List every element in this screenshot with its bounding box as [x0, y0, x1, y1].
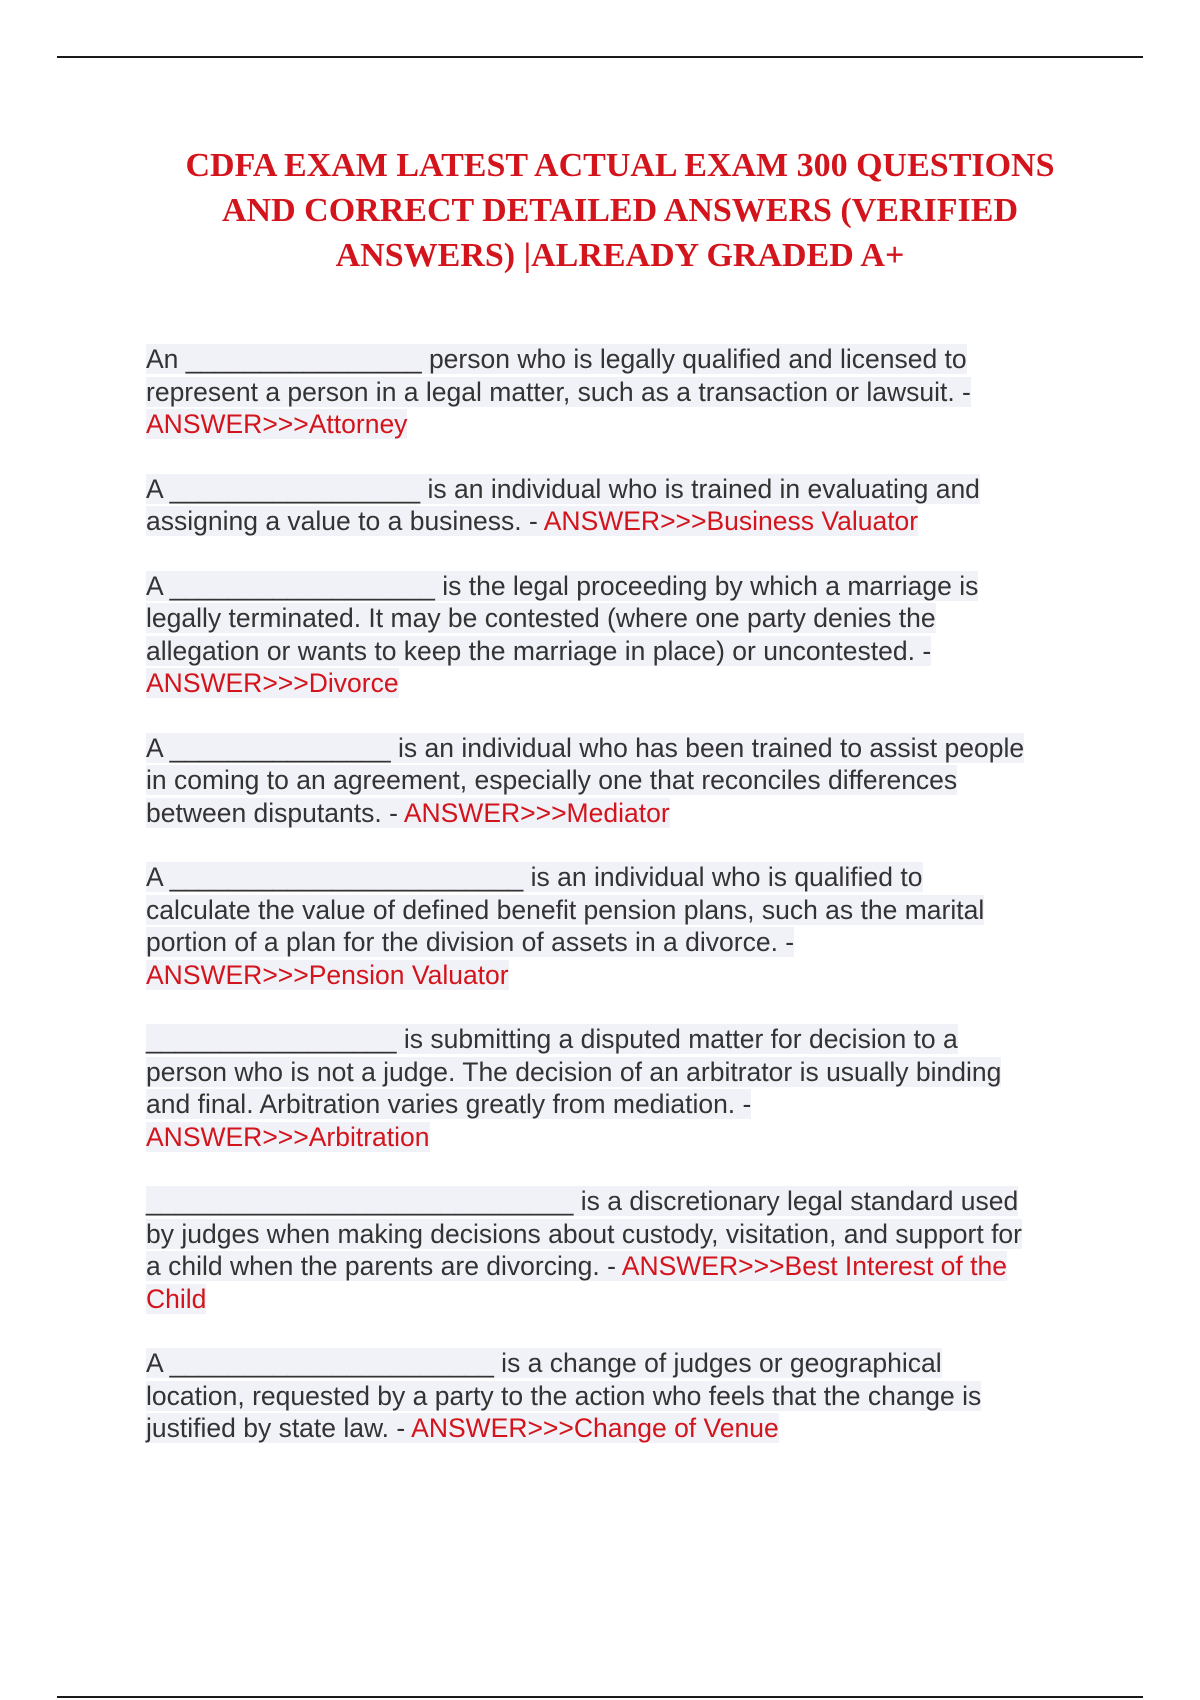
answer-text: ANSWER>>>Divorce: [146, 668, 399, 698]
question-item: [146, 732, 1096, 830]
title-line-2: AND CORRECT DETAILED ANSWERS (VERIFIED: [222, 192, 1018, 229]
question-text: legally terminated. It may be contested (where one party denies the: [146, 603, 936, 633]
question-text: A _________________ is an individual who is trained in evaluating and: [146, 473, 980, 504]
question-item: [146, 861, 1096, 991]
bottom-rule: [57, 1696, 1143, 1698]
title-line-3: ANSWERS) |ALREADY GRADED A+: [335, 237, 905, 274]
answer-text: ANSWER>>>Best Interest of the: [621, 1251, 1007, 1281]
question-item: [146, 570, 1096, 700]
question-text: A ______________________ is a change of judges or geographical: [146, 1348, 942, 1378]
question-text: A ________________________ is an individual who is qualified to: [146, 862, 923, 892]
answer-text: ANSWER>>>Business Valuator: [543, 506, 919, 536]
question-item: [146, 1023, 1096, 1153]
question-item: [146, 343, 1096, 441]
answer-text: ANSWER>>>Arbitration: [146, 1121, 430, 1152]
question-text: justified by state law. -: [146, 1413, 412, 1443]
question-text: _____________________________ is a discretionary legal standard used: [146, 1186, 1019, 1216]
answer-text: ANSWER>>>Pension Valuator: [146, 959, 509, 990]
top-rule: [57, 56, 1143, 58]
question-list: [146, 343, 1096, 1477]
question-text: between disputants. -: [146, 797, 404, 828]
question-text: allegation or wants to keep the marriage in place) or uncontested. -: [146, 635, 932, 666]
answer-text: ANSWER>>>Change of Venue: [411, 1413, 779, 1443]
question-item: [146, 473, 1096, 538]
document-title: [130, 143, 1110, 278]
question-text: assigning a value to a business. -: [146, 506, 544, 536]
question-text: portion of a plan for the division of assets in a divorce. -: [146, 927, 795, 957]
question-text: person who is not a judge. The decision of an arbitrator is usually binding: [146, 1056, 1002, 1087]
answer-text: ANSWER>>>Attorney: [146, 409, 408, 439]
answer-text: ANSWER>>>Mediator: [403, 797, 670, 828]
question-text: A __________________ is the legal proceeding by which a marriage is: [146, 570, 979, 601]
question-text: represent a person in a legal matter, such as a transaction or lawsuit. -: [146, 376, 971, 407]
question-item: [146, 1347, 1096, 1445]
question-text: location, requested by a party to the action who feels that the change is: [146, 1380, 982, 1411]
question-text: calculate the value of defined benefit pension plans, such as the marital: [146, 894, 985, 925]
question-text: in coming to an agreement, especially one that reconciles differences: [146, 765, 958, 795]
question-item: [146, 1185, 1096, 1315]
question-text: a child when the parents are divorcing. -: [146, 1251, 622, 1281]
question-text: and final. Arbitration varies greatly from mediation. -: [146, 1089, 752, 1119]
answer-text-continued: Child: [146, 1283, 207, 1314]
question-text: An ________________ person who is legally qualified and licensed to: [146, 344, 967, 374]
question-text: _________________ is submitting a disputed matter for decision to a: [146, 1024, 958, 1054]
question-text: A _______________ is an individual who has been trained to assist people: [146, 732, 1025, 763]
question-text: by judges when making decisions about custody, visitation, and support for: [146, 1218, 1022, 1249]
title-line-1: CDFA EXAM LATEST ACTUAL EXAM 300 QUESTIONS: [185, 147, 1055, 184]
